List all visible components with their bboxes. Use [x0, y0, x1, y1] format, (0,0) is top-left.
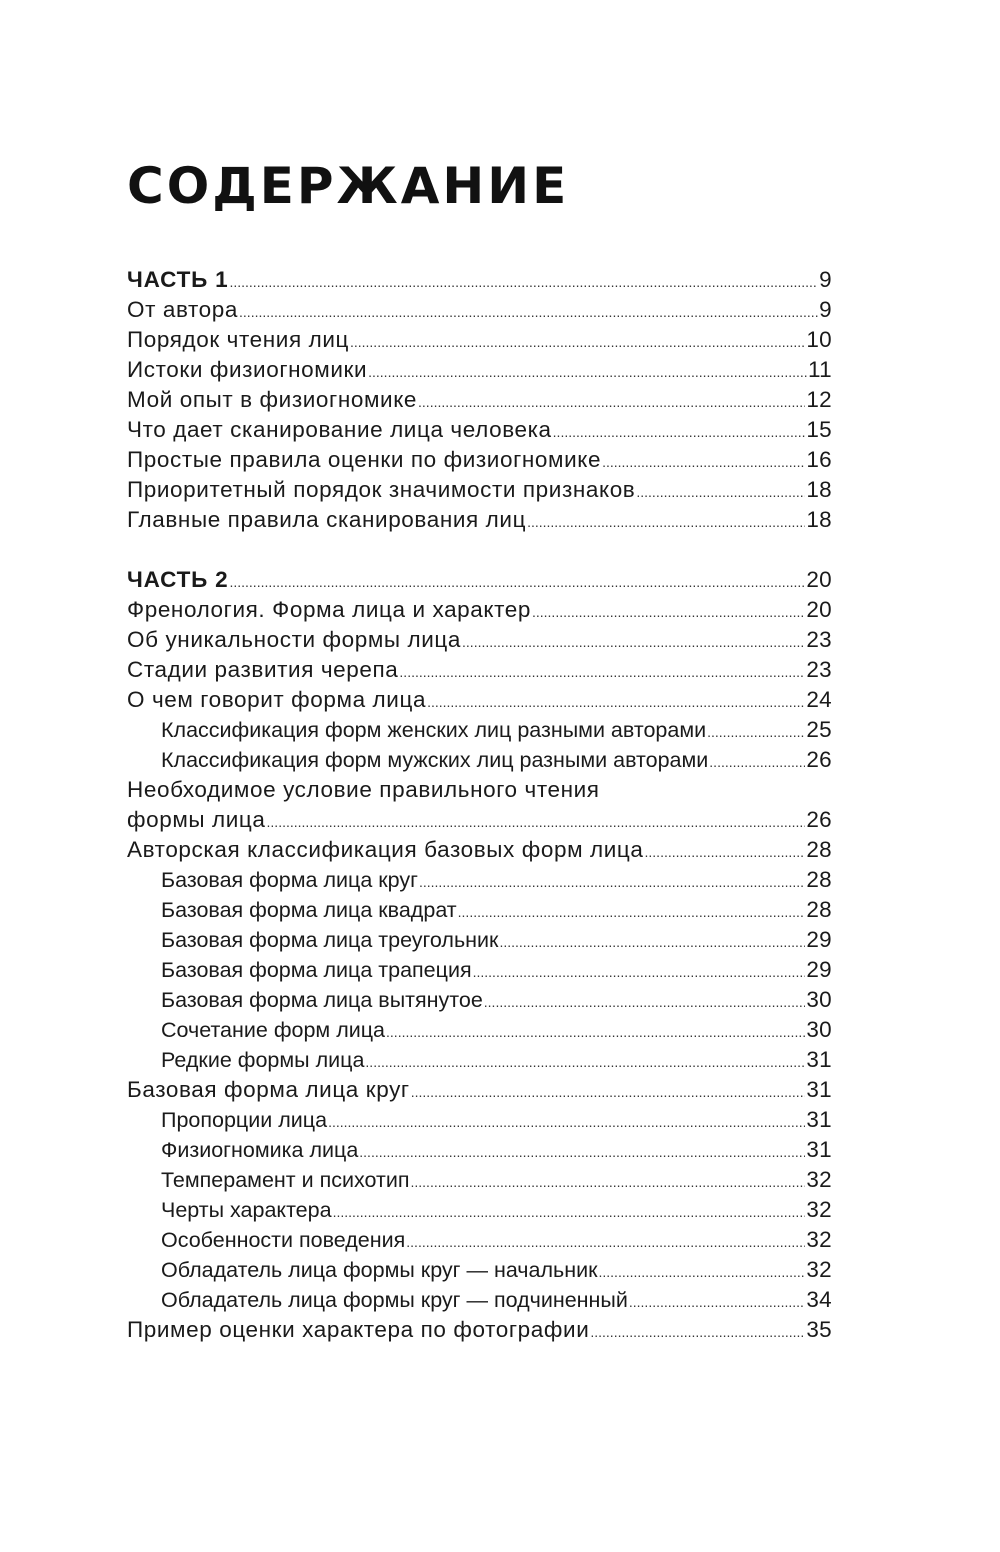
toc-entry-title: Базовая форма лица треугольник — [161, 928, 499, 952]
toc-page-number: 32 — [806, 1197, 832, 1222]
toc-page-number: 23 — [806, 657, 832, 682]
toc-entry — [127, 325, 832, 355]
toc-entry — [127, 355, 832, 385]
toc-entry-title: Сочетание форм лица — [161, 1018, 386, 1042]
dot-leader — [473, 957, 806, 987]
dot-leader — [636, 477, 805, 507]
dot-leader — [499, 927, 805, 957]
toc-entry — [127, 955, 832, 985]
toc-page-number: 12 — [806, 387, 832, 412]
dot-leader — [386, 1017, 805, 1047]
dot-leader — [458, 897, 806, 927]
toc-page-number: 9 — [819, 267, 832, 292]
toc-entry — [127, 805, 832, 835]
dot-leader — [368, 357, 807, 387]
toc-entry-title: Френология. Форма лица и характер — [127, 597, 531, 622]
toc-entry — [127, 625, 832, 655]
dot-leader — [553, 417, 806, 447]
toc-entry — [127, 685, 832, 715]
dot-leader — [645, 837, 806, 867]
dot-leader — [599, 1257, 806, 1287]
dot-leader — [419, 867, 805, 897]
toc-entry — [127, 1015, 832, 1045]
toc-entry — [127, 895, 832, 925]
toc-page-number: 26 — [806, 747, 832, 772]
toc-entry-title: Особенности поведения — [161, 1228, 406, 1252]
toc-page-number: 29 — [806, 927, 832, 952]
dot-leader — [707, 717, 805, 747]
dot-leader — [229, 267, 818, 297]
toc-page-number: 30 — [806, 1017, 832, 1042]
toc-entry — [127, 265, 832, 295]
toc-entry — [127, 1285, 832, 1315]
dot-leader — [328, 1107, 805, 1137]
toc-entry-title: Порядок чтения лиц — [127, 327, 349, 352]
toc-entry-title: Истоки физиогномики — [127, 357, 368, 382]
toc-page-number: 24 — [806, 687, 832, 712]
toc-entry — [127, 925, 832, 955]
toc-entry — [127, 385, 832, 415]
dot-leader — [602, 447, 805, 477]
toc-page-number: 32 — [806, 1167, 832, 1192]
dot-leader — [406, 1227, 805, 1257]
toc-entry-title: Об уникальности формы лица — [127, 627, 462, 652]
dot-leader — [359, 1137, 805, 1167]
page-title: СОДЕРЖАНИЕ — [127, 157, 570, 215]
toc-entry — [127, 505, 832, 535]
toc-entry-title: Классификация форм женских лиц разными авторами — [161, 718, 707, 742]
toc-entry-title: Темперамент и психотип — [161, 1168, 410, 1192]
table-of-contents — [127, 265, 832, 1345]
toc-entry — [127, 1135, 832, 1165]
toc-page-number: 28 — [806, 897, 832, 922]
toc-page-number: 31 — [806, 1047, 832, 1072]
dot-leader — [365, 1047, 805, 1077]
toc-entry-title: Мой опыт в физиогномике — [127, 387, 418, 412]
toc-entry-title: Черты характера — [161, 1198, 332, 1222]
toc-entry — [127, 985, 832, 1015]
dot-leader — [590, 1317, 805, 1347]
toc-entry — [127, 745, 832, 775]
toc-entry-title: Главные правила сканирования лиц — [127, 507, 527, 532]
toc-page-number: 15 — [806, 417, 832, 442]
dot-leader — [333, 1197, 806, 1227]
toc-entry — [127, 1045, 832, 1075]
dot-leader — [629, 1287, 805, 1317]
dot-leader — [239, 297, 818, 327]
toc-page-number: 30 — [806, 987, 832, 1012]
toc-entry-title: Обладатель лица формы круг — подчиненный — [161, 1288, 628, 1312]
toc-page-number: 26 — [806, 807, 832, 832]
toc-entry — [127, 1225, 832, 1255]
dot-leader — [399, 657, 805, 687]
toc-entry — [127, 1165, 832, 1195]
toc-entry — [127, 835, 832, 865]
dot-leader — [527, 507, 805, 537]
toc-page-number: 18 — [806, 477, 832, 502]
toc-page-number: 9 — [819, 297, 832, 322]
dot-leader — [411, 1167, 806, 1197]
toc-entry — [127, 1255, 832, 1285]
toc-page-number: 31 — [806, 1137, 832, 1162]
toc-entry — [127, 1195, 832, 1225]
toc-entry — [127, 445, 832, 475]
toc-entry-title: О чем говорит форма лица — [127, 687, 427, 712]
toc-entry-title: От автора — [127, 297, 239, 322]
toc-page-number: 20 — [806, 597, 832, 622]
toc-entry — [127, 775, 832, 805]
dot-leader — [411, 1077, 806, 1107]
toc-entry-title: Классификация форм мужских лиц разными авторами — [161, 748, 709, 772]
toc-entry-title: Авторская классификация базовых форм лица — [127, 837, 644, 862]
toc-entry-title: Пропорции лица — [161, 1108, 328, 1132]
dot-leader — [462, 627, 805, 657]
toc-page-number: 28 — [806, 867, 832, 892]
toc-page-number: 31 — [806, 1077, 832, 1102]
toc-entry — [127, 1315, 832, 1345]
toc-page-number: 35 — [806, 1317, 832, 1342]
toc-part-title: ЧАСТЬ 2 — [127, 567, 229, 592]
toc-entry-title: Приоритетный порядок значимости признаков — [127, 477, 636, 502]
toc-page-number: 25 — [806, 717, 832, 742]
toc-page-number: 18 — [806, 507, 832, 532]
toc-entry-title: Пример оценки характера по фотографии — [127, 1317, 590, 1342]
toc-entry-title: Базовая форма лица квадрат — [161, 898, 457, 922]
toc-entry-title: Редкие формы лица — [161, 1048, 365, 1072]
dot-leader — [350, 327, 805, 357]
toc-entry-title: формы лица — [127, 807, 266, 832]
toc-entry — [127, 415, 832, 445]
toc-page-number: 28 — [806, 837, 832, 862]
dot-leader — [427, 687, 805, 717]
toc-page-number: 23 — [806, 627, 832, 652]
dot-leader — [418, 387, 805, 417]
toc-entry — [127, 865, 832, 895]
toc-entry-title: Базовая форма лица круг — [127, 1077, 410, 1102]
toc-entry-title: Базовая форма лица вытянутое — [161, 988, 483, 1012]
toc-entry — [127, 655, 832, 685]
toc-entry-title: Необходимое условие правильного чтения — [127, 777, 600, 802]
toc-entry-title: Простые правила оценки по физиогномике — [127, 447, 602, 472]
toc-entry — [127, 475, 832, 505]
toc-page-number: 29 — [806, 957, 832, 982]
dot-leader — [532, 597, 805, 627]
toc-page-number: 10 — [806, 327, 832, 352]
toc-page-number: 16 — [806, 447, 832, 472]
toc-entry — [127, 715, 832, 745]
toc-entry-title: Стадии развития черепа — [127, 657, 399, 682]
toc-entry-title: Базовая форма лица трапеция — [161, 958, 472, 982]
toc-page-number: 11 — [808, 357, 832, 382]
toc-page-number: 32 — [806, 1257, 832, 1282]
toc-part-title: ЧАСТЬ 1 — [127, 267, 229, 292]
dot-leader — [267, 807, 806, 837]
toc-entry-title: Что дает сканирование лица человека — [127, 417, 552, 442]
toc-entry — [127, 295, 832, 325]
dot-leader — [709, 747, 805, 777]
toc-page-number: 34 — [806, 1287, 832, 1312]
dot-leader — [229, 567, 805, 597]
toc-entry-title: Физиогномика лица — [161, 1138, 359, 1162]
toc-entry-title: Базовая форма лица круг — [161, 868, 418, 892]
toc-entry — [127, 1105, 832, 1135]
toc-entry — [127, 565, 832, 595]
dot-leader — [484, 987, 806, 1017]
toc-entry — [127, 595, 832, 625]
toc-entry-title: Обладатель лица формы круг — начальник — [161, 1258, 598, 1282]
toc-page-number: 32 — [806, 1227, 832, 1252]
toc-page-number: 31 — [806, 1107, 832, 1132]
toc-page-number: 20 — [806, 567, 832, 592]
toc-entry — [127, 1075, 832, 1105]
